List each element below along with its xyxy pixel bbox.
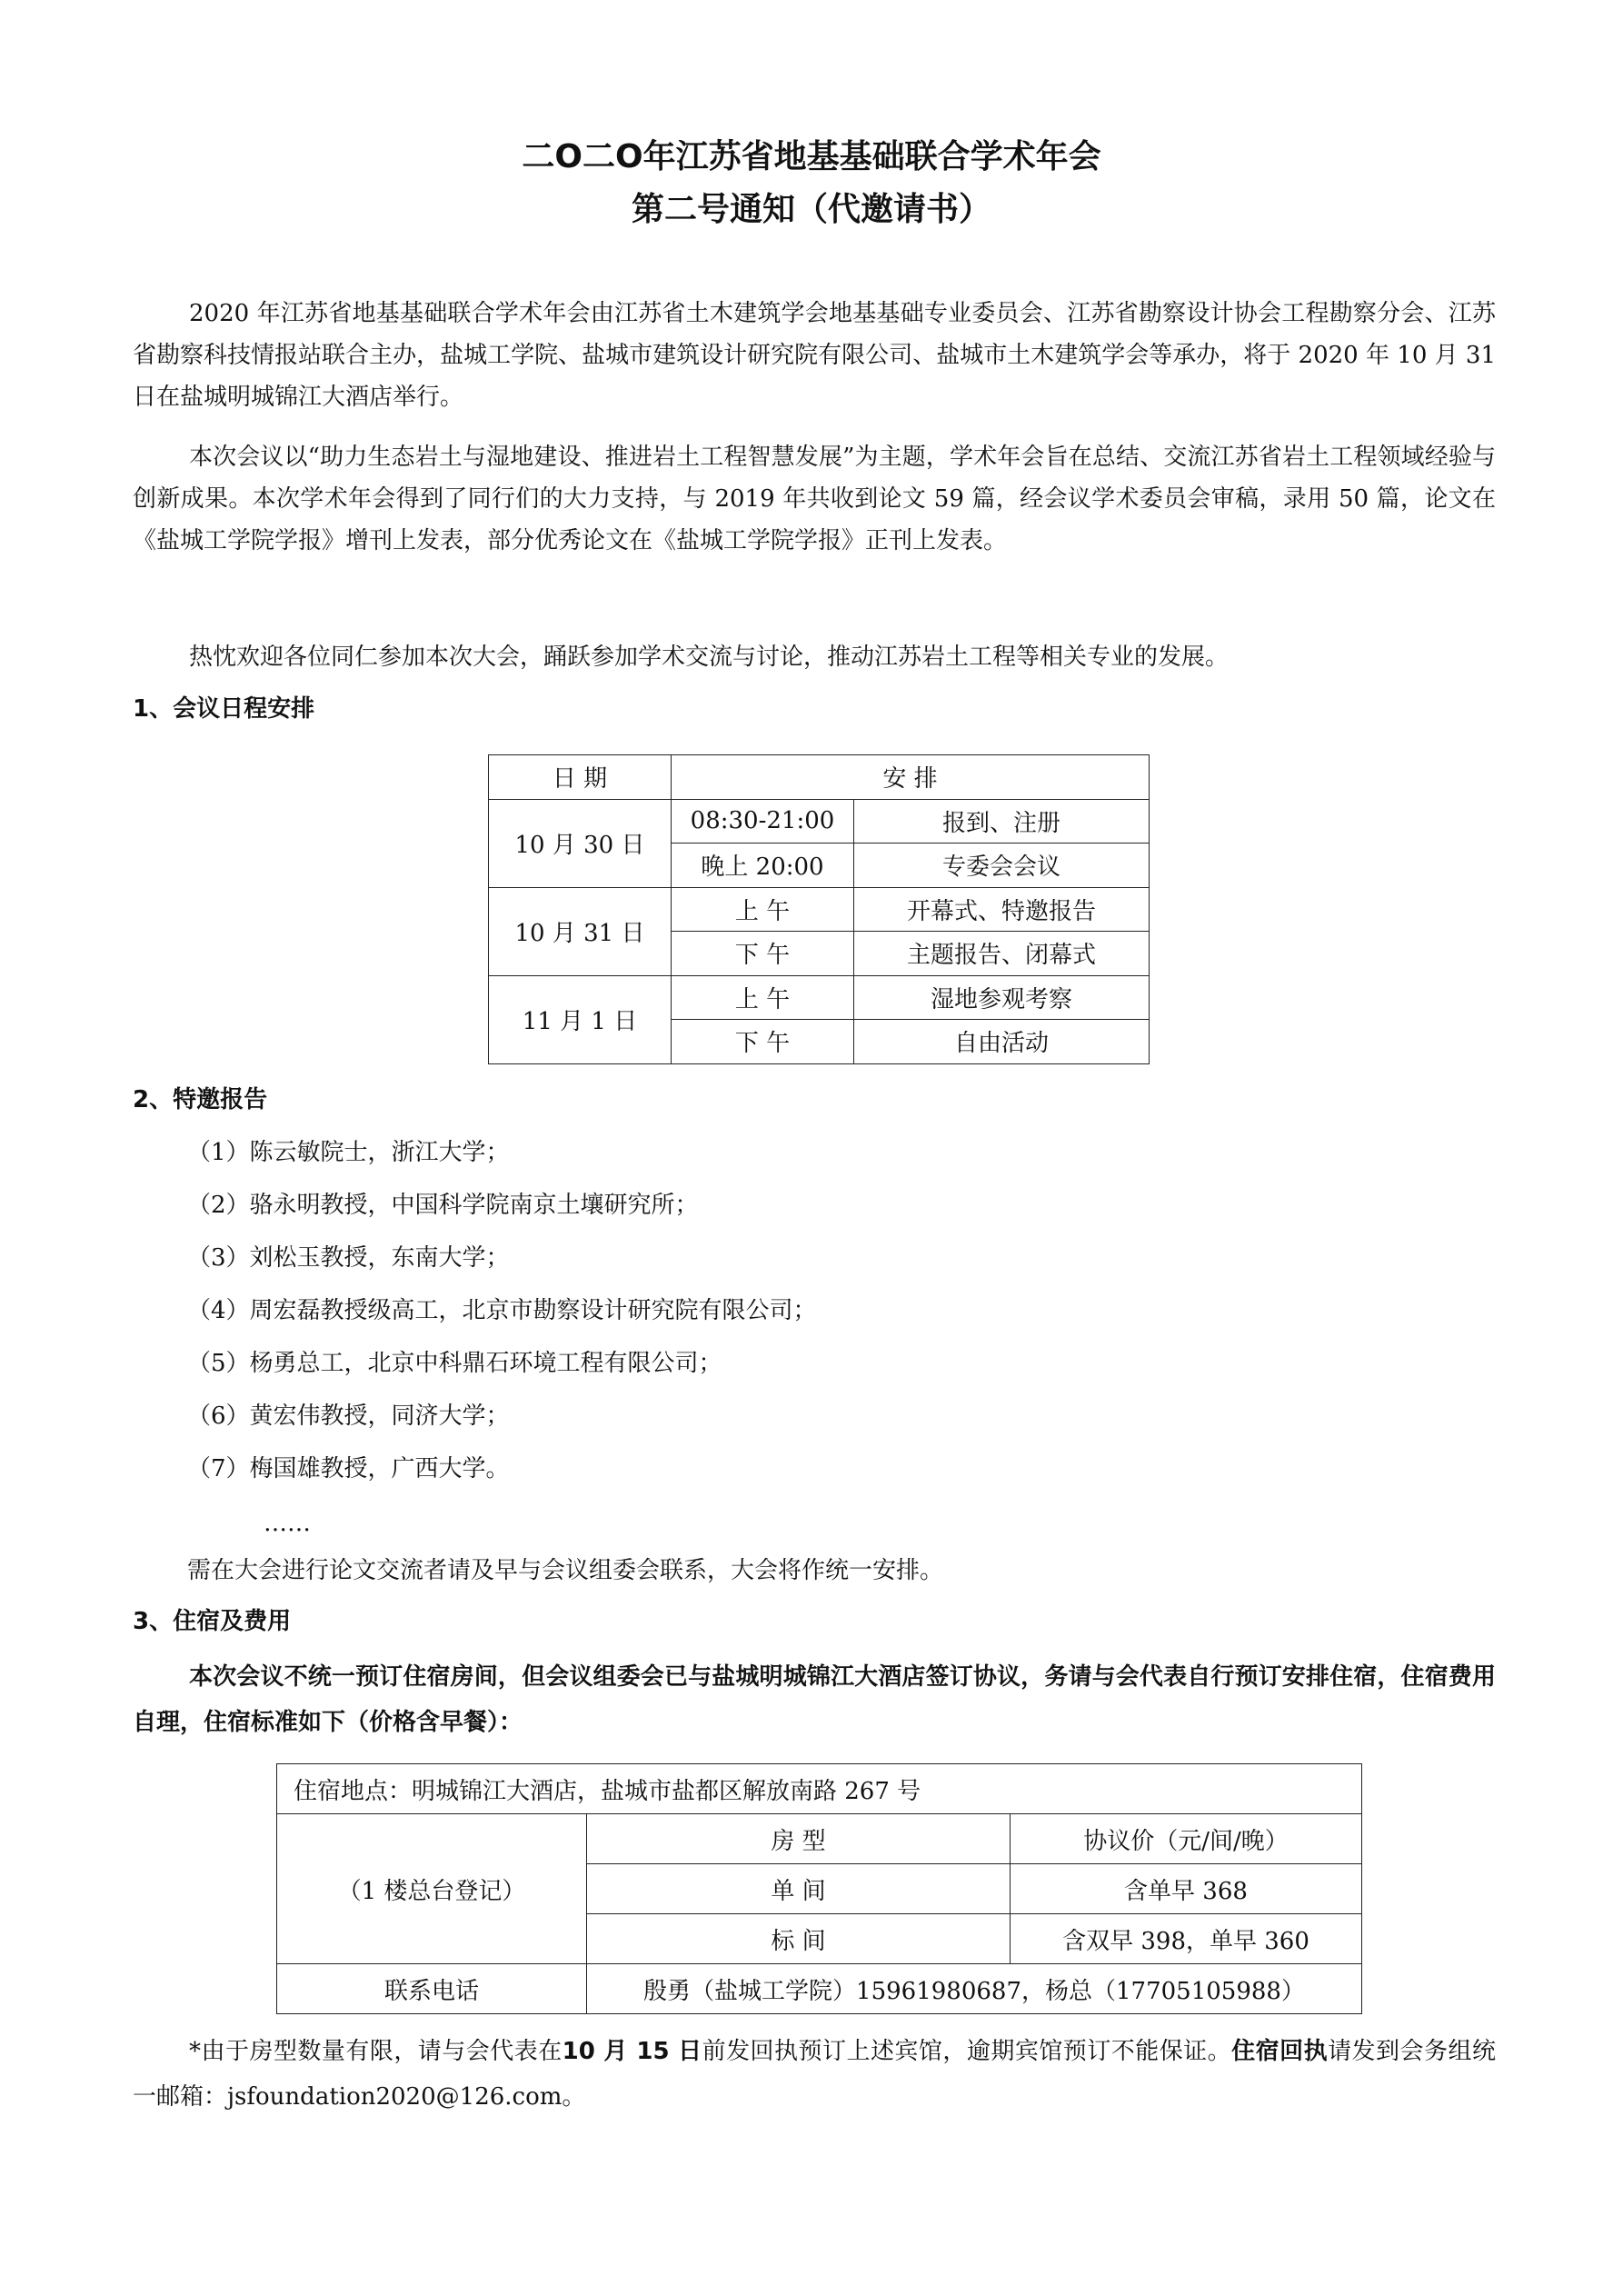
footnote-email-text: 请发到会务组统一邮箱：jsfoundation2020@126.com。 <box>133 2038 1496 2111</box>
footnote-text: *由于房型数量有限，请与会代表在 <box>189 2038 563 2065</box>
list-item: （3）刘松玉教授，东南大学； <box>187 1244 510 1272</box>
document-title: 二O二O年江苏省地基基础联合学术年会 <box>522 138 1101 175</box>
intro-paragraph-3: 热忱欢迎各位同仁参加本次大会，踊跃参加学术交流与讨论，推动江苏岩土工程等相关专业的发展。 <box>189 644 1230 671</box>
list-item: （5）杨勇总工，北京中科鼎石环境工程有限公司； <box>187 1350 722 1377</box>
time-cell: 上 午 <box>672 887 854 932</box>
list-item: （4）周宏磊教授级高工，北京市勘察设计研究院有限公司； <box>187 1297 817 1324</box>
document-subtitle: 第二号通知（代邀请书） <box>631 191 991 228</box>
list-item: （2）骆永明教授，中国科学院南京土壤研究所； <box>187 1192 699 1219</box>
contact-value: 殷勇（盐城工学院）15961980687，杨总（17705105988） <box>587 1964 1362 2014</box>
room-type-cell: 单 间 <box>587 1864 1011 1914</box>
event-cell: 开幕式、特邀报告 <box>854 887 1150 932</box>
date-cell: 10 月 31 日 <box>489 887 672 975</box>
intro-paragraph-1: 2020 年江苏省地基基础联合学术年会由江苏省土木建筑学会地基基础专业委员会、江苏省勘察设计协会工程勘察分会、江苏省勘察科技情报站联合主办，盐城工学院、盐城市建筑设计研究院有限公司、盐城市土木建筑学会等承办，将于 2020 年 10 月 31 日在盐城明城锦江大酒店举行。 <box>133 300 1496 411</box>
event-cell: 主题报告、闭幕式 <box>854 932 1150 976</box>
accommodation-footnote <box>133 2029 1496 2120</box>
time-cell: 08:30-21:00 <box>672 799 854 844</box>
list-item: （1）陈云敏院士，浙江大学； <box>187 1139 510 1166</box>
header-date: 日 期 <box>489 755 672 800</box>
footnote-text: 前发回执预订上述宾馆，逾期宾馆预订不能保证。 <box>702 2038 1232 2065</box>
time-cell: 晚上 20:00 <box>672 844 854 888</box>
event-cell: 报到、注册 <box>854 799 1150 844</box>
event-cell: 湿地参观考察 <box>854 975 1150 1020</box>
list-ellipsis: …… <box>264 1510 311 1537</box>
talks-note: 需在大会进行论文交流者请及早与会议组委会联系，大会将作统一安排。 <box>187 1557 944 1584</box>
hotel-address: 住宿地点：明城锦江大酒店，盐城市盐都区解放南路 267 号 <box>277 1764 1362 1814</box>
header-price: 协议价（元/间/晚） <box>1011 1814 1362 1864</box>
deadline-date: 10 月 15 日 <box>562 2038 702 2065</box>
accommodation-intro: 本次会议不统一预订住宿房间，但会议组委会已与盐城明城锦江大酒店签订协议，务请与会代表自行预订安排住宿，住宿费用自理，住宿标准如下（价格含早餐）： <box>133 1663 1496 1736</box>
list-item: （7）梅国雄教授，广西大学。 <box>187 1455 510 1482</box>
header-plan: 安 排 <box>672 755 1150 800</box>
room-price-cell: 含单早 368 <box>1011 1864 1362 1914</box>
table-row <box>489 975 1150 1020</box>
time-cell: 下 午 <box>672 1020 854 1064</box>
section-heading-invited-talks: 2、特邀报告 <box>133 1086 268 1113</box>
table-row <box>277 1814 1362 1864</box>
section-heading-accommodation: 3、住宿及费用 <box>133 1608 292 1635</box>
hotel-table <box>276 1763 1362 2014</box>
contact-label: 联系电话 <box>277 1964 587 2014</box>
table-row <box>489 755 1150 800</box>
room-price-cell: 含双早 398，单早 360 <box>1011 1914 1362 1964</box>
event-cell: 专委会会议 <box>854 844 1150 888</box>
schedule-table <box>488 754 1150 1064</box>
intro-paragraph-2: 本次会议以“助力生态岩土与湿地建设、推进岩土工程智慧发展”为主题，学术年会旨在总结、交流江苏省岩土工程领域经验与创新成果。本次学术年会得到了同行们的大力支持，与 2019 年共收到论文 59 篇，经会议学术委员会审稿，录用 50 篇，论文在《盐城工学院学报》增刊上发表，部分优秀论文在《盐城工学院学报》正刊上发表。 <box>133 444 1496 554</box>
list-item: （6）黄宏伟教授，同济大学； <box>187 1403 510 1430</box>
event-cell: 自由活动 <box>854 1020 1150 1064</box>
table-row <box>277 1964 1362 2014</box>
date-cell: 10 月 30 日 <box>489 799 672 887</box>
table-row <box>489 887 1150 932</box>
header-room-type: 房 型 <box>587 1814 1011 1864</box>
reception-note: （1 楼总台登记） <box>277 1814 587 1964</box>
time-cell: 下 午 <box>672 932 854 976</box>
table-row <box>277 1764 1362 1814</box>
table-row <box>489 799 1150 844</box>
date-cell: 11 月 1 日 <box>489 975 672 1063</box>
section-heading-schedule: 1、会议日程安排 <box>133 695 315 723</box>
room-type-cell: 标 间 <box>587 1914 1011 1964</box>
time-cell: 上 午 <box>672 975 854 1020</box>
receipt-label: 住宿回执 <box>1231 2038 1329 2065</box>
